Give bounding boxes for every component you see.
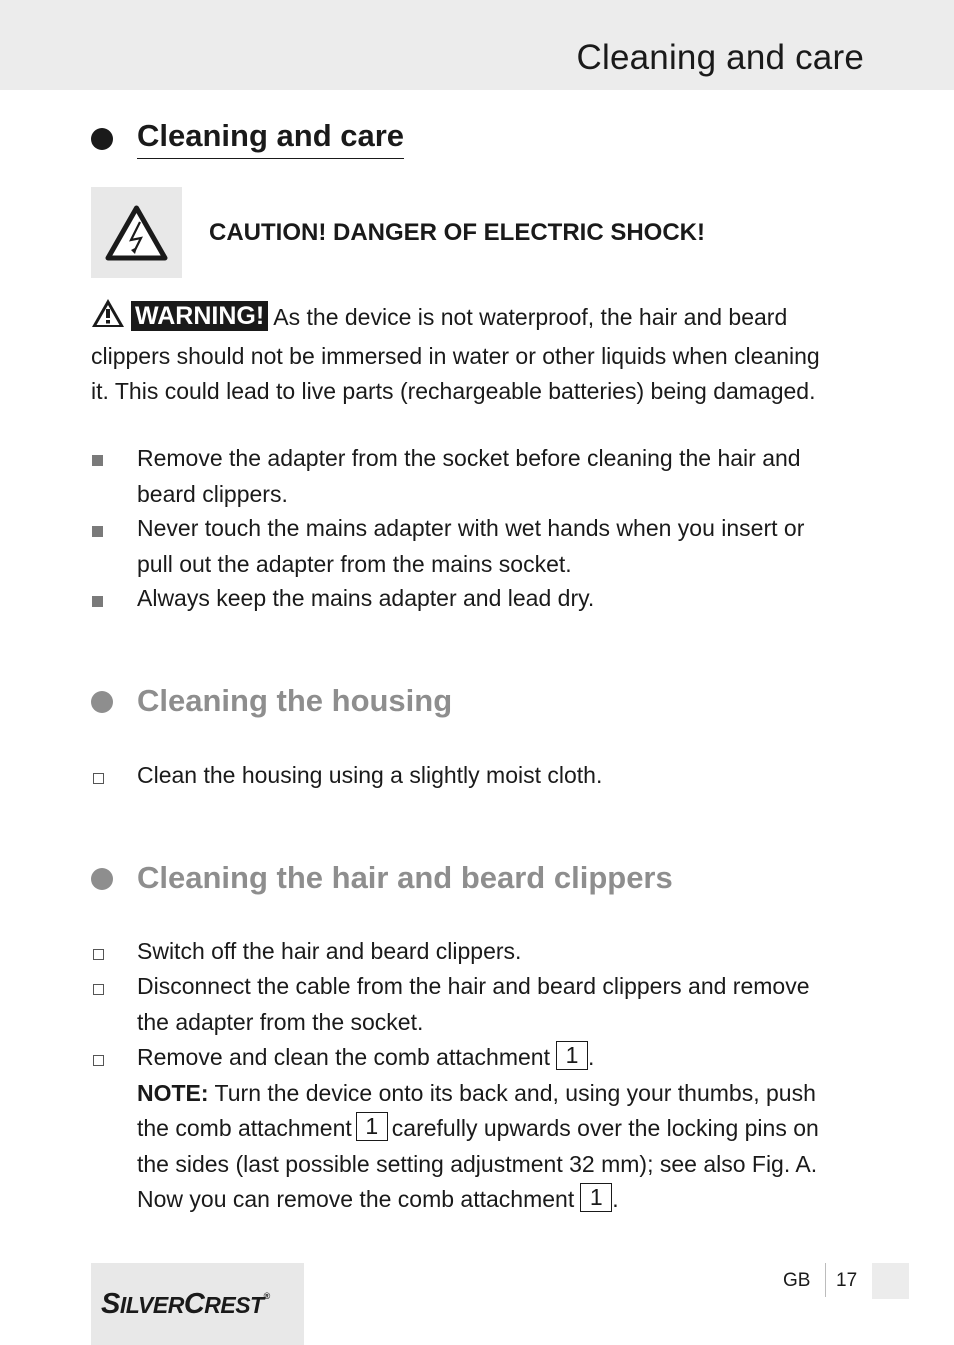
figure-ref-box: 1 — [356, 1112, 388, 1141]
square-bullet-icon — [92, 596, 103, 607]
heading-bullet-icon — [91, 868, 113, 890]
square-bullet-icon — [92, 455, 103, 466]
list-item: Disconnect the cable from the hair and beard clippers and remove the adapter from the socket. — [137, 973, 810, 1035]
heading-bullet-icon — [91, 691, 113, 713]
warning-triangle-icon — [91, 298, 125, 339]
language-code: GB — [783, 1270, 811, 1291]
list-item: Remove the adapter from the socket before cleaning the hair and beard clippers. — [137, 445, 801, 507]
footer-tab — [872, 1263, 909, 1299]
list-item: Switch off the hair and beard clippers. — [137, 938, 522, 964]
page-title: Cleaning and care — [576, 38, 864, 77]
caution-icon-box — [91, 187, 182, 278]
warning-line-2: clippers should not be immersed in water or other liquids when cleaning — [91, 342, 820, 369]
square-bullet-icon — [92, 526, 103, 537]
electric-shock-warning-icon — [104, 204, 169, 262]
warning-badge: WARNING! — [131, 301, 268, 331]
figure-ref-box: 1 — [580, 1183, 612, 1212]
brand-logo: SILVERCREST® — [101, 1288, 270, 1320]
list-item: Clean the housing using a slightly moist cloth. — [137, 762, 603, 788]
heading-bullet-icon — [91, 128, 113, 150]
checkbox-bullet-icon — [93, 984, 104, 995]
section-heading-clippers: Cleaning the hair and beard clippers — [137, 860, 673, 895]
checkbox-bullet-icon — [93, 773, 104, 784]
list-item: Never touch the mains adapter with wet hands when you insert or pull out the adapter from the mains socket. — [137, 515, 805, 577]
warning-line-1: As the device is not waterproof, the hair and beard — [273, 304, 788, 330]
caution-heading: CAUTION! DANGER OF ELECTRIC SHOCK! — [209, 219, 705, 246]
note-label: NOTE: — [137, 1079, 209, 1106]
checkbox-bullet-icon — [93, 949, 104, 960]
page-number: 17 — [836, 1270, 858, 1291]
section-heading-housing: Cleaning the housing — [137, 683, 453, 718]
checkbox-bullet-icon — [93, 1055, 104, 1066]
figure-ref-box: 1 — [556, 1041, 588, 1070]
section-heading-cleaning-care: Cleaning and care — [137, 118, 404, 159]
list-item: Always keep the mains adapter and lead dry. — [137, 585, 595, 611]
warning-paragraph — [91, 298, 820, 410]
warning-line-3: it. This could lead to live parts (rechargeable batteries) being damaged. — [91, 378, 816, 404]
list-item: Remove and clean the comb attachment 1 . NOTE: Turn the device onto its back and, using your thumbs, push the comb attachment 1 carefully upwards over the locking pins on the sides (last possible setting adjustment 32 mm); see also Fig. A. Now you can remove the comb attachment 1 . — [137, 1042, 819, 1212]
footer-divider — [825, 1263, 826, 1297]
